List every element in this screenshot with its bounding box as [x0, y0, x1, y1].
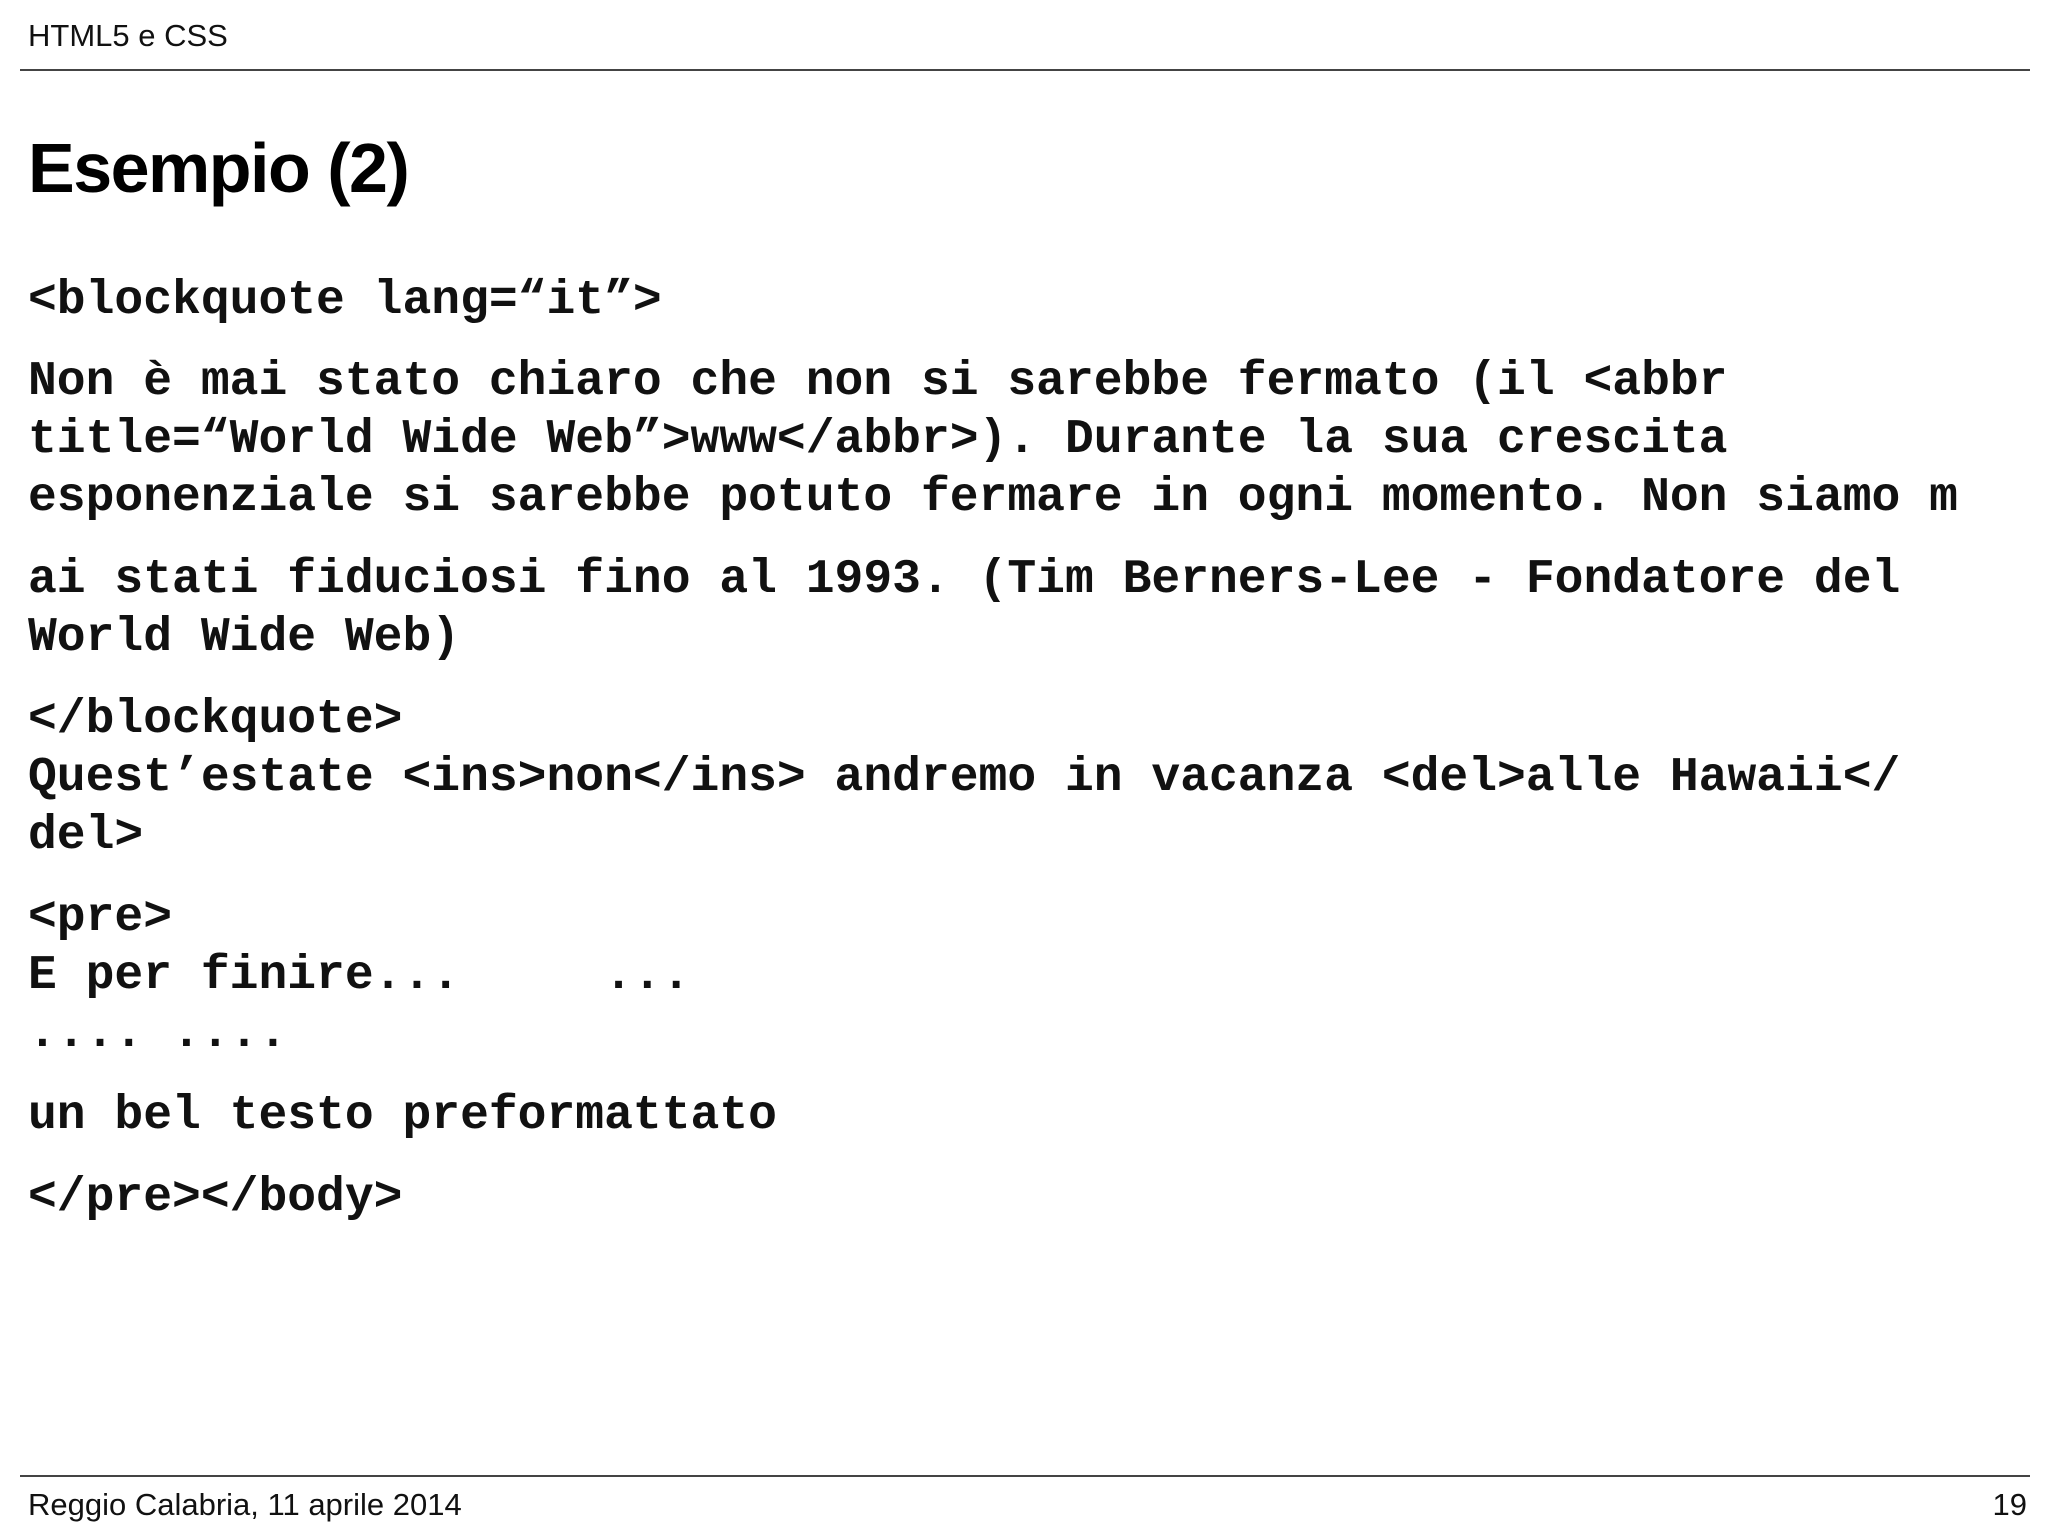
code-line-5: ai stati fiduciosi fino al 1993. (Tim Berners-Lee - Fondatore del	[28, 553, 1901, 607]
code-line-1: <blockquote lang=“it”>	[28, 274, 662, 328]
code-line-11: E per finire... ...	[28, 949, 691, 1003]
code-line-12: .... ....	[28, 1007, 288, 1061]
code-line-8: Quest’estate <ins>non</ins> andremo in vacanza <del>alle Hawaii</	[28, 751, 1901, 805]
code-line-6: World Wide Web)	[28, 611, 461, 665]
page-number: 19	[1992, 1487, 2027, 1522]
footer-divider	[20, 1475, 2030, 1477]
code-line-14: </pre></body>	[28, 1171, 403, 1225]
code-line-9: del>	[28, 809, 144, 863]
footer-location-date: Reggio Calabria, 11 aprile 2014	[28, 1487, 462, 1522]
header-divider	[20, 69, 2030, 71]
code-line-10: <pre>	[28, 891, 173, 945]
code-line-13: un bel testo preformattato	[28, 1089, 777, 1143]
slide-header-title: HTML5 e CSS	[28, 18, 228, 53]
code-line-3: title=“World Wide Web”>www</abbr>). Durante la sua crescita	[28, 413, 1728, 467]
code-line-7: </blockquote>	[28, 693, 403, 747]
slide-title: Esempio (2)	[28, 129, 409, 207]
code-line-2: Non è mai stato chiaro che non si sarebbe fermato (il <abbr	[28, 355, 1728, 409]
code-line-4: esponenziale si sarebbe potuto fermare in ogni momento. Non siamo m	[28, 471, 1958, 525]
